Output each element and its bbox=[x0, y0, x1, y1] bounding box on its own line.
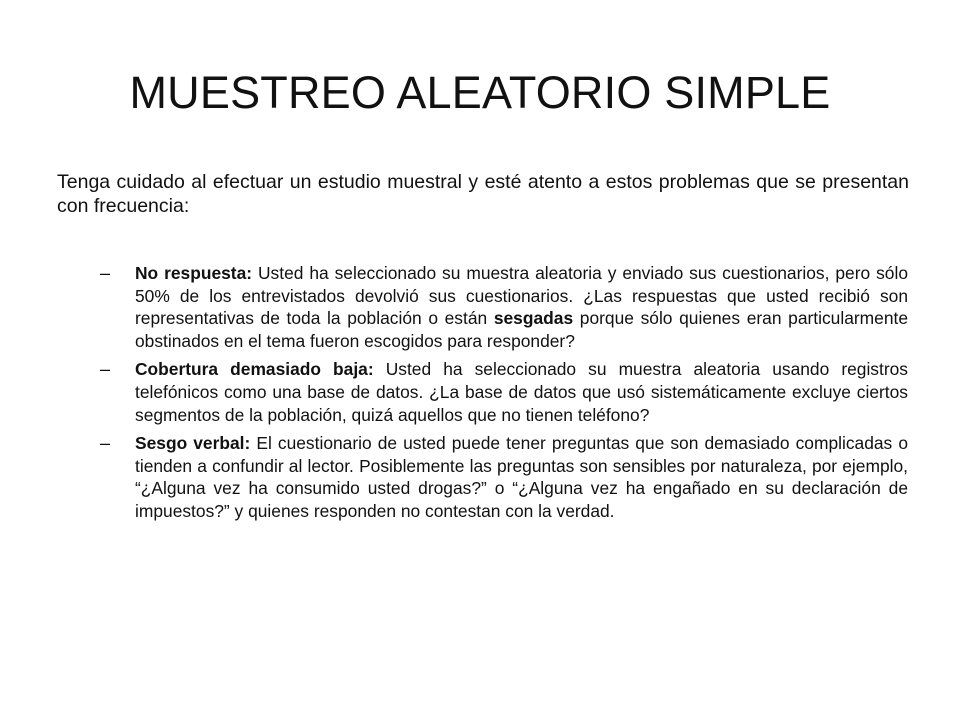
bullet-lead: Cobertura demasiado baja: bbox=[135, 359, 374, 380]
bullet-dash: – bbox=[100, 433, 111, 454]
intro-paragraph: Tenga cuidado al efectuar un estudio muestral y esté atento a estos problemas que se presentan con frecuencia: bbox=[57, 171, 909, 217]
bullet-emphasis: sesgadas bbox=[493, 308, 574, 329]
bullet-item-no-respuesta bbox=[100, 262, 908, 352]
bullet-lead: Sesgo verbal: bbox=[135, 433, 251, 454]
bullet-text bbox=[135, 262, 908, 352]
bullet-dash: – bbox=[100, 359, 111, 380]
bullet-body: El cuestionario de usted puede tener preguntas que son demasiado complicadas o tienden a confundir al lector. Posiblemente las preguntas son sensibles por naturaleza, por ejemplo, “¿Alguna vez ha consumido usted drogas?” o “¿Alguna vez ha engañado en su declaración de impuestos?” y quienes responden no contestan con la verdad. bbox=[135, 433, 908, 521]
bullet-lead: No respuesta: bbox=[135, 263, 253, 283]
bullet-text bbox=[135, 358, 908, 426]
bullet-body-continued: porque sólo quienes eran particularmente obstinados en el tema fueron escogidos para responder? bbox=[135, 308, 909, 351]
bullet-item-cobertura bbox=[100, 358, 908, 426]
bullet-text bbox=[135, 432, 908, 522]
slide-title: MUESTREO ALEATORIO SIMPLE bbox=[129, 67, 831, 118]
bullet-body: Usted ha seleccionado su muestra aleatoria y enviado sus cuestionarios, pero sólo 50% de los entrevistados devolvió sus cuestionarios. ¿Las respuestas que usted recibió son representativas de toda la población o están bbox=[135, 263, 908, 329]
bullet-dash: – bbox=[100, 263, 111, 283]
bullet-list bbox=[100, 262, 908, 529]
bullet-body: Usted ha seleccionado su muestra aleatoria usando registros telefónicos como una base de datos. ¿La base de datos que usó sistemáticamente excluye ciertos segmentos de la población, quizá aquellos que no tienen teléfono? bbox=[135, 359, 908, 425]
bullet-item-sesgo-verbal bbox=[100, 432, 908, 522]
